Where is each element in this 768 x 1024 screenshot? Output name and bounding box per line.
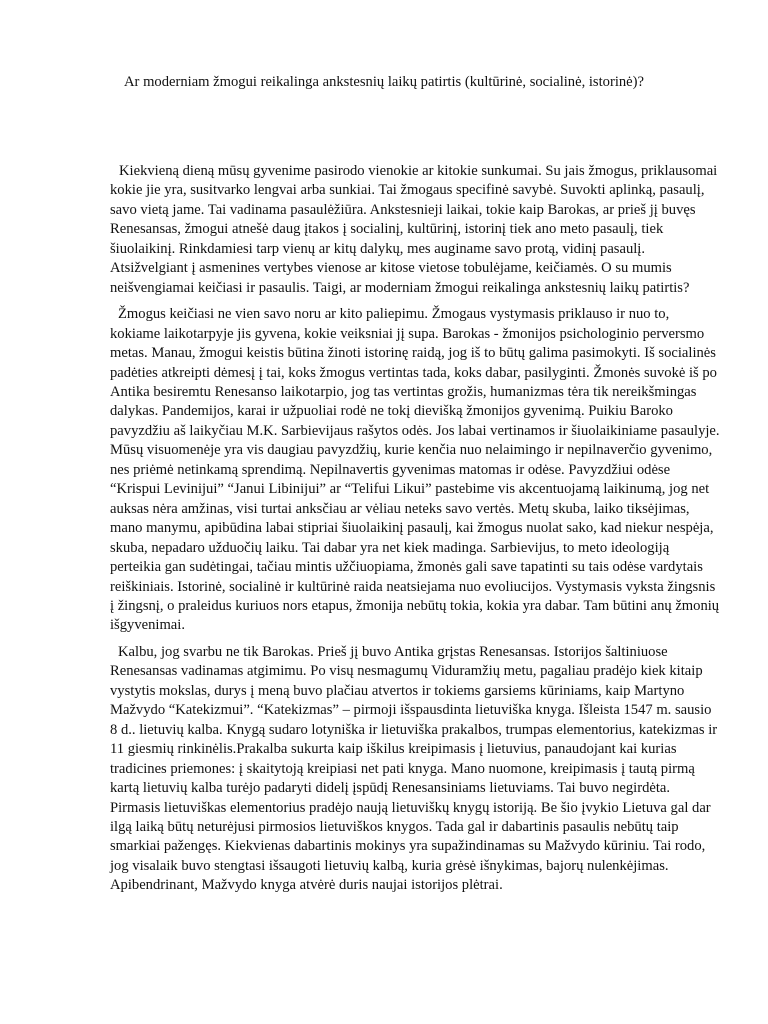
document-title: Ar moderniam žmogui reikalinga ankstesnių laikų patirtis (kultūrinė, socialinė, istorinė)?	[124, 74, 644, 90]
paragraph-3: Kalbu, jog svarbu ne tik Barokas. Prieš jį buvo Antika grįstas Renesansas. Istorijos šaltiniuose Renesansas vadinamas atgimimu. Po visų nesmagumų Viduramžių metu, pagaliau pradėjo kiek kitaip vystytis mokslas, durys į meną buvo plačiau atvertos ir tokiems garsiems kūriniams, kaip Martyno Mažvydo “Katekizmui”. “Katekizmas” – pirmoji išspausdinta lietuviška knyga. Išleista 1547 m. sausio 8 d.. lietuvių kalba. Knygą sudaro lotyniška ir lietuviška prakalbos, trumpas elementorius, katekizmas ir 11 giesmių rinkinėlis.Prakalba sukurta kaip iškilus kreipimasis į lietuvius, panaudojant kai kurias tradicines priemones: į skaitytoją kreipiasi net pati knyga. Mano nuomone, kreipimasis į tautą pirmą kartą lietuvių kalba turėjo padaryti didelį įspūdį Renesansiniams lietuviams. Tai buvo negirdėta. Pirmasis lietuviškas elementorius pradėjo naują lietuviškų knygų istoriją. Be šio įvykio Lietuva gal dar ilgą laiką būtų neturėjusi pirmosios lietuviškos knygos. Tada gal ir dabartinis pasaulis nebūtų taip smarkiai pažengęs. Kiekvienas dabartinis mokinys yra supažindinamas su Mažvydo kūriniu. Tai rodo, jog visalaik buvo stengtasi išsaugoti lietuvių kalbą, kuria grėsė išnykimas, bajorų nulenkėjimas. Apibendrinant, Mažvydo knyga atvėrė duris naujai istorijos plėtrai.	[110, 643, 718, 894]
document-body	[110, 162, 720, 896]
paragraph-2: Žmogus keičiasi ne vien savo noru ar kito paliepimu. Žmogaus vystymasis priklauso ir nuo to, kokiame laikotarpyje jis gyvena, kokie veiksniai jį supa. Barokas - žmonijos psichologinio perversmo metas. Manau, žmogui keistis būtina žinoti istorinę raidą, jog iš to būtų galima pasimokyti. Iš socialinės padėties atkreipti dėmesį į tai, koks žmogus vertintas tada, koks dabar, pasilyginti. Žmonės suvokė iš po Antika besiremtu Renesanso laikotarpio, jog tas vertintas grožis, humanizmas tėra tik nereikšmingas dalykas. Pandemijos, karai ir užpuoliai rodė ne tokį dievišką žmonijos gyvenimą. Puikiu Baroko pavyzdžiu aš laikyčiau M.K. Sarbievijaus rašytos odės. Jos labai vertinamos ir šiuolaikiniame pasaulyje. Mūsų visuomenėje yra vis daugiau pavyzdžių, kurie kenčia nuo nelaimingo ir nepilnaverčio gyvenimo, nes priėmė netinkamą sprendimą. Nepilnavertis gyvenimas matomas ir odėse. Pavyzdžiui odėse “Krispui Levinijui” “Janui Libinijui” ar “Telifui Likui” pastebime vis akcentuojamą laikinumą, jog net auksas nėra amžinas, visi turtai anksčiau ar vėliau neteks savo vertės. Metų skuba, laiko tiksėjimas, mano manymu, apibūdina labai stipriai šiuolaikinį pasaulį, kai žmogus nuolat sako, kad niekur nespėja, skuba, nepadaro užduočių laiku. Tai dabar yra net kiek madinga. Sarbievijus, to meto ideologiją perteikia gan sudėtingai, tačiau mintis užčiuopiama, žmonės gali save tapatinti su tais odėse vardytais reiškiniais. Istorinė, socialinė ir kultūrinė raida neatsiejama nuo evoliucijos. Vystymasis vyksta žingsnis į žingsnį, o praleidus kuriuos nors etapus, žmonija nebūtų tokia, kokia yra dabar. Tam būtini anų žmonių išgyvenimai.	[110, 306, 720, 634]
paragraph-1: Kiekvieną dieną mūsų gyvenime pasirodo vienokie ar kitokie sunkumai. Su jais žmogus, priklausomai kokie jie yra, susitvarko lengvai arba sunkiai. Tai žmogaus specifinė savybė. Suvokti aplinką, pasaulį, savo vietą jame. Tai vadinama pasaulėžiūra. Ankstesnieji laikai, tokie kaip Barokas, ar prieš jį buvęs Renesansas, žmogui atnešė daug įtakos į socialinį, kultūrinį, istorinį tiek ano meto pasaulį, tiek šiuolaikinį. Rinkdamiesi tarp vienų ar kitų dalykų, mes auginame savo protą, vidinį pasaulį. Atsižvelgiant į asmenines vertybes vienose ar kitose vietose tobulėjame, keičiamės. O su mumis neišvengiamai keičiasi ir pasaulis. Taigi, ar moderniam žmogui reikalinga ankstesnių laikų patirtis?	[110, 163, 718, 296]
